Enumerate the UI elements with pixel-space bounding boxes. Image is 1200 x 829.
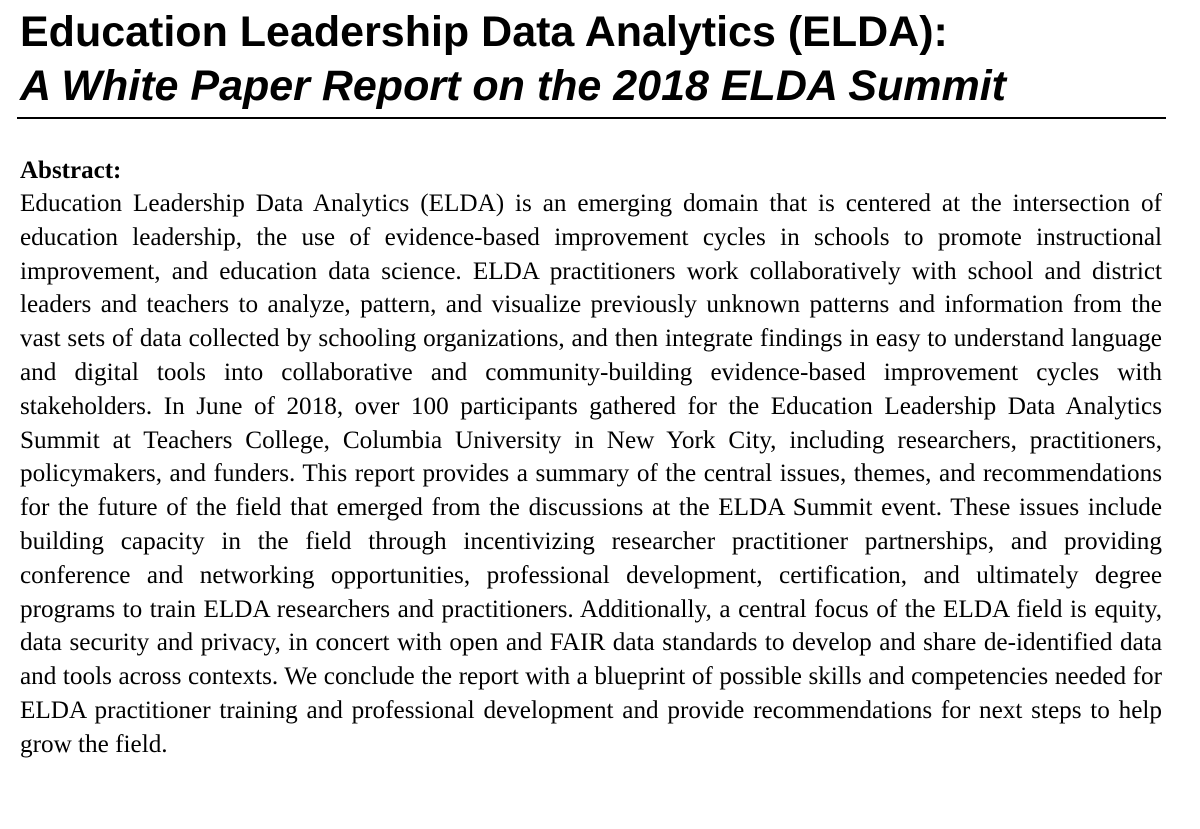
document-subtitle: A White Paper Report on the 2018 ELDA Summit: [20, 62, 1006, 110]
abstract-body: Education Leadership Data Analytics (ELDA) is an emerging domain that is centered at the intersection of education leadership, the use of evidence-based improvement cycles in schools to promote instructional improvement, and education data science. ELDA practitioners work collaboratively with school and district leaders and teachers to analyze, pattern, and visualize previously unknown patterns and information from the vast sets of data collected by schooling organizations, and then integrate findings in easy to understand language and digital tools into collaborative and community-building evidence-based improvement cycles with stakeholders. In June of 2018, over 100 participants gathered for the Education Leadership Data Analytics Summit at Teachers College, Columbia University in New York City, including researchers, practitioners, policymakers, and funders. This report provides a summary of the central issues, themes, and recommendations for the future of the field that emerged from the discussions at the ELDA Summit event. These issues include building capacity in the field through incentivizing researcher practitioner partnerships, and providing conference and networking opportunities, professional development, certification, and ultimately degree programs to train ELDA researchers and practitioners. Additionally, a central focus of the ELDA field is equity, data security and privacy, in concert with open and FAIR data standards to develop and share de-identified data and tools across contexts. We conclude the report with a blueprint of possible skills and competencies needed for ELDA practitioner training and professional development and provide recommendations for next steps to help grow the field.: [20, 190, 1162, 758]
abstract-heading: Abstract:: [20, 157, 122, 184]
title-divider: [17, 117, 1166, 119]
document-title: Education Leadership Data Analytics (ELDA):: [20, 8, 948, 56]
